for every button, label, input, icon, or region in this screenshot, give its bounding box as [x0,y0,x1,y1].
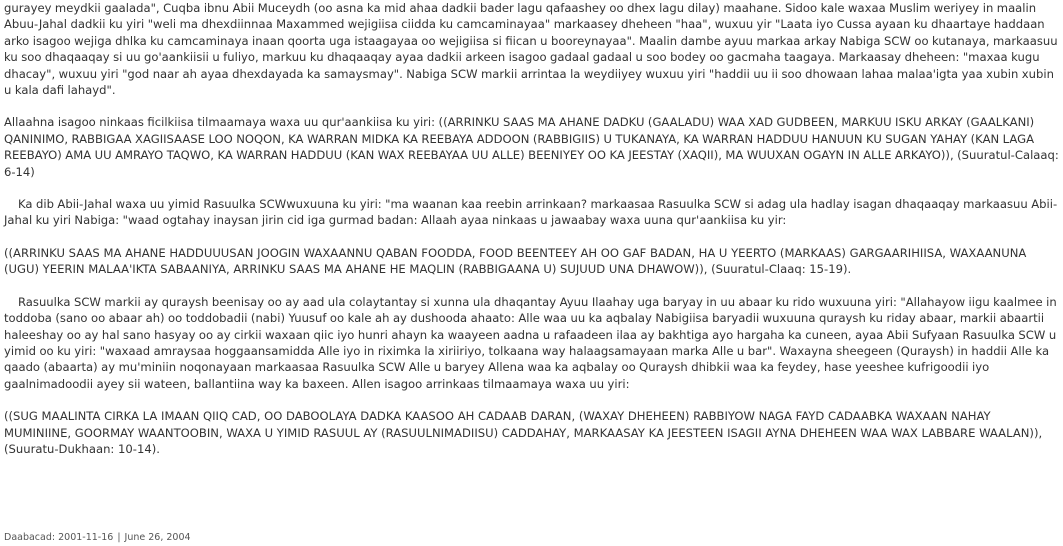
quran-verse-1: ((ARRINKU SAAS MA AHANE HADDUUUSAN JOOGIN WAXAANNU QABAN FOODDA, FOOD BEENTEEY AH OO GAF BADAN, HA U YEERTO (MARKAAS) GARGAARIHIISA, WAXAANUNA (UGU) YEERIN MALAA'IKTA SABAANIYA, ARRINKU SAAS MA AHANE HE MAQLIN (RABBIGAANA U) SUJUUD UNA DHAWOW)), (Suuratul-Claaq: 15-19). [4,245,1027,277]
quran-verse-2: ((SUG MAALINTA CIRKA LA IMAAN QIIQ CAD, OO DABOOLAYA DADKA KAASOO AH CADAAB DARAN, (WAXAY DHEHEEN) RABBIYOW NAGA FAYD CADAABKA WAXAAN NAHAY MUMINIINE, GOORMAY WAANTOOBIN, WAXA U YIMID RASUUL AY (RASUULNIMADIISU) CADDAHAY, MARKAASAY KA JEESTEEN ISAGII AYNA DHEHEEN WAA WAX LABBARE WAALAN)), (Suuratu-Dukhaan: 10-14). [4,409,1043,456]
footer-separator: | [117,532,121,543]
updated-date: June 26, 2004 [124,532,191,543]
article-paragraph-2: Allaahna isagoo ninkaas ficilkiisa tilmaamaya waxa uu qur'aankiisa ku yiri: ((ARRINKU SAAS MA AHANE DADKU (GAALADU) WAA XAD GUDBEEN, MARKUU ISKU ARKAY (GAALKANI) QANINIMO, RABBIGAA XAGIISAASE LOO NOQON, KA WARRAN MIDKA KA REEBAYA ADDOON (RABBIGIIS) U TUKANAYA, KA WARRAN HADDUU HANUUN KU SUGAN YAHAY (KAN LAGA REEBAYO) AMA UU AMRAYO TAQWO, KA WARRAN HADDUU (KAN WAX REEBAYAA UU ALLE) BEENIYEY OO KA JEESTAY (XAQII), MA WUUXAN OGAYN IN ALLE ARKAYO)), (Suuratul-Calaaq: 6-14) [4,115,1059,179]
article-paragraph-3: Ka dib Abii-Jahal waxa uu yimid Rasuulka SCWwuxuuna ku yiri: "ma waanan kaa reebin arrinkaan? markaasaa Rasuulka SCW si adag ula hadlay isagan dhaqaaqay markaasuu Abii-Jahal ku yiri Nabiga: "waad ogtahay inaysan jirin cid iga gurmad badan: Allaah ayaa ninkaas u jawaabay waxa uuna qur'aankiisa ku yir: [4,197,1058,228]
article-body [4,0,1059,457]
article-footer [4,532,191,544]
article-paragraph-4: Rasuulka SCW markii ay quraysh beenisay oo ay aad ula colaytantay si xunna ula dhaqantay Ayuu Ilaahay uga baryay in uu abaar ku rido wuxuuna yiri: "Allahayow iigu kaalmee in toddoba (sano oo abaar ah) oo toddobadii (nabi) Yuusuf oo kale ah ay dushooda ahaato: Alle waa uu ka aqbalay Nabigiisa baryadii wuxuuna quraysh ku riday abaar, markii abaartii haleeshay oo ay hal sano hasyay oo ay cirkii waxaan qiic iyo hunri ahayn ka waayeen aadna u rafaadeen ilaa ay bakhtiga ayo hargaha ka cuneen, ayaa Abii Sufyaan Rasuulka SCW u yimid oo ku yiri: "waxaad amraysaa hoggaansamidda Alle iyo in riximka la xiriiriyo, tolkaana way halaagsamayaan marka Alle u bar". Waxayna sheegeen (Quraysh) in haddii Alle ka qaado (abaarta) ay mu'miniin noqonayaan markaasaa Rasuulka SCW Alle u baryey Allena waa ka aqbalay oo Quraysh dhibkii waa ka feydey, hase yeeshee kufrigoodii iyo gaalnimadoodii ayey sii wateen, ballantiina way ka baxeen. Allen isagoo arrinkaas tilmaamaya waxa uu yiri: [4,294,1057,391]
article-paragraph-1: gurayey meydkii gaalada", Cuqba ibnu Abii Muceydh (oo asna ka mid ahaa dadkii bader lagu qafaashey oo dhex lagu dilay) maahane. Sidoo kale waxaa Muslim weriyey in maalin Abuu-Jahal dadkii ku yiri "weli ma dhexdiinnaa Maxammed wejigiisa ciidda ku camcaminayaa" markaasey dheheen "haa", wuxuu yir "Laata iyo Cussa ayaan ku dhaartaye haddaan arko isagoo wejiga dhlka ku camcaminaya inaan qoorta uga istaagayaa oo wejigiisa si fiican u booreynayaa". Maalin dambe ayuu markaa arkay Nabiga SCW oo kutanaya, markaasuu ku soo dhaqaaqay si uu go'aankiisii u fuliyo, markuu ku dhaqaaqay ayaa dadkii arkeen isagoo gadaal gadaal u soo bodey oo gacmaha taagaya. Markaasay dheheen: "maxaa kugu dhacay", wuxuu yiri "god naar ah ayaa dhexdayada ka samaysmay". Nabiga SCW markii arrintaa la weydiiyey wuxuu yiri "haddii uu ii soo dhowaan lahaa malaa'igta yaa xubin xubin u kala dafi lahayd". [4,1,1058,98]
published-date: Daabacad: 2001-11-16 [4,532,114,543]
